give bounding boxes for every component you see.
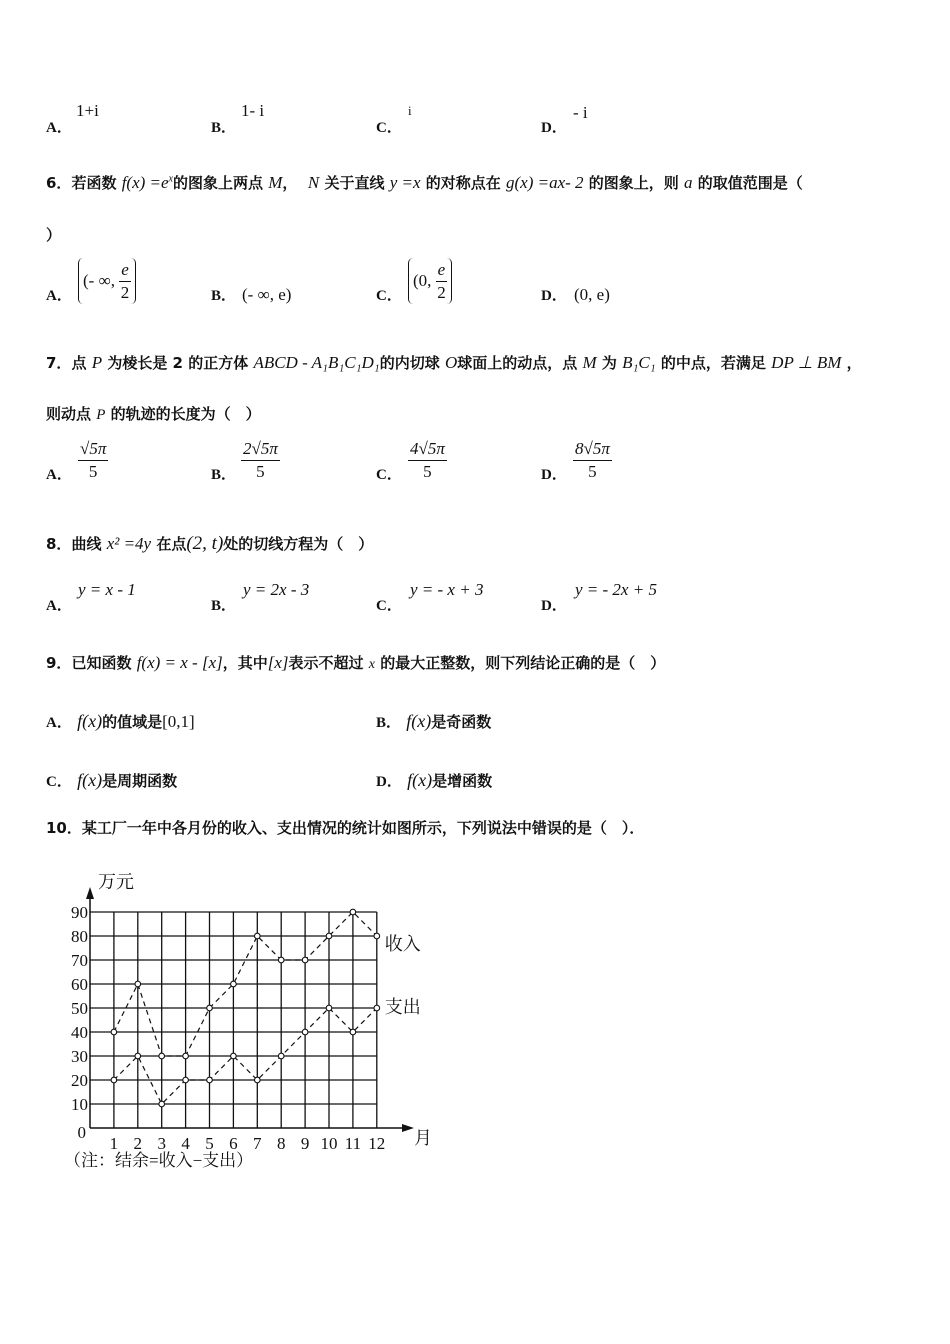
chart-note: （注：结余=收入−支出） <box>64 1151 254 1170</box>
q6-math-a: a <box>684 173 693 192</box>
data-point <box>111 1077 117 1083</box>
q7-text-4: 球面上的动点，点 <box>457 354 578 372</box>
y-tick-label: 20 <box>71 1071 88 1090</box>
q6-option-a-pre: (- ∞, <box>83 271 115 290</box>
y-tick-label: 50 <box>71 999 88 1018</box>
q5-option-d-value: - i <box>573 103 588 122</box>
q5-option-b-label: B． <box>211 120 237 136</box>
q9-option-a-text: 的值域是 <box>102 713 163 731</box>
q8-number: 8． <box>46 535 72 553</box>
q9-math-bracket: [x] <box>267 653 289 672</box>
data-point <box>326 1005 332 1011</box>
data-point <box>135 1053 141 1059</box>
q6-option-d-value: (0, e) <box>574 285 610 304</box>
q7-option-d-den: 5 <box>588 462 597 481</box>
q8-option-c-value: y = - x + 3 <box>410 580 484 599</box>
q6-option-c-pre: (0, <box>413 271 432 290</box>
q6-option-a-label: A． <box>46 288 72 304</box>
q6-text-1: 若函数 <box>71 174 117 192</box>
q7-option-a-num: √5π <box>78 438 108 461</box>
data-point <box>302 957 308 963</box>
q8-option-a-value: y = x - 1 <box>78 580 136 599</box>
q7-option-a-den: 5 <box>88 462 98 481</box>
q7-text-5: 为 <box>601 354 617 372</box>
x-axis-title: 月 <box>414 1128 432 1148</box>
q8-text-3: 处的切线方程为（ ） <box>223 535 374 553</box>
q9-text-2: ，其中 <box>222 654 268 672</box>
q6-option-c-num: e <box>436 259 448 282</box>
q5-option-a-label: A． <box>46 120 72 136</box>
q7-option-d-label: D． <box>541 467 567 483</box>
data-point <box>207 1077 213 1083</box>
q7-line2-math: P <box>96 407 106 423</box>
q9-option-d-text: 是增函数 <box>432 772 493 790</box>
q6-option-b-label: B． <box>211 288 237 304</box>
y-tick-label: 40 <box>71 1023 88 1042</box>
q9-option-c-text: 是周期函数 <box>102 772 178 790</box>
data-point <box>183 1053 189 1059</box>
q7-line2-pre: 则动点 <box>46 405 92 423</box>
y-tick-label: 10 <box>71 1095 88 1114</box>
q6-option-a-num: e <box>119 259 131 282</box>
q9-option-a-range: [0,1] <box>162 712 195 731</box>
q7-math-o: O <box>444 353 458 372</box>
x-tick-label: 9 <box>300 1134 310 1153</box>
q6-close-paren: ） <box>46 226 62 244</box>
x-tick-label: 5 <box>205 1134 214 1153</box>
data-point <box>302 1029 308 1035</box>
q6-math-f-base: f(x) =e <box>121 173 169 192</box>
data-point <box>159 1053 165 1059</box>
series-label: 收入 <box>384 934 421 954</box>
y-tick-label: 30 <box>71 1047 88 1066</box>
q6-option-b-value: (- ∞, e) <box>242 285 292 304</box>
q8-option-b-value: y = 2x - 3 <box>243 580 310 599</box>
q6-math-f-sup: x <box>168 173 173 185</box>
q7-number: 7． <box>46 354 72 372</box>
q8-text-2: 在点 <box>156 535 187 553</box>
q6-option-a-den: 2 <box>120 282 130 302</box>
x-tick-label: 1 <box>109 1134 119 1153</box>
q7-option-a-label: A． <box>46 467 72 483</box>
q7-math-perp: DP ⊥ BM <box>771 353 842 372</box>
x-tick-label: 7 <box>253 1134 262 1153</box>
q5-option-b-value: 1- i <box>241 101 265 120</box>
y-tick-label: 60 <box>71 975 88 994</box>
data-point <box>278 1053 284 1059</box>
q9-option-b-math: f(x) <box>406 711 432 731</box>
x-tick-label: 10 <box>320 1134 338 1153</box>
y-tick-label: 0 <box>77 1123 86 1142</box>
data-point <box>207 1005 213 1011</box>
data-point <box>231 981 237 987</box>
data-point <box>254 933 260 939</box>
q7-math-m: M <box>582 353 597 372</box>
q9-option-b-label: B． <box>376 715 402 731</box>
q7-option-d-num: 8√5π <box>573 438 612 461</box>
q9-math-x: x <box>368 657 375 672</box>
q10-stem: 10．某工厂一年中各月份的收入、支出情况的统计如图所示，下列说法中错误的是（ ）． <box>46 819 645 837</box>
data-point <box>159 1101 165 1107</box>
data-point <box>231 1053 237 1059</box>
q7-text-6: 的中点，若满足 <box>660 354 766 372</box>
q5-option-c-value: i <box>408 103 412 118</box>
x-tick-label: 12 <box>368 1134 386 1153</box>
q6-text-6: 的图象上，则 <box>588 174 679 192</box>
q6-text-5: 的对称点在 <box>425 174 501 192</box>
q8-text-1: 曲线 <box>71 535 102 553</box>
q8-option-b-label: B． <box>211 598 237 614</box>
q7-text-1: 点 <box>71 354 87 372</box>
q9-option-a-label: A． <box>46 715 72 731</box>
q6-option-d-label: D． <box>541 288 567 304</box>
q7-text-3: 的内切球 <box>379 354 440 372</box>
data-point <box>135 981 141 987</box>
q5-option-d-label: D． <box>541 120 567 136</box>
q6-number: 6． <box>46 174 72 192</box>
q6-text-3: ， <box>282 174 298 192</box>
data-point <box>350 909 356 915</box>
y-tick-label: 80 <box>71 927 88 946</box>
q7-math-b1c1: B₁C₁ <box>622 353 656 372</box>
q7-option-c-num: 4√5π <box>408 438 447 461</box>
q6-text-2: 的图象上两点 <box>173 174 264 192</box>
q7-option-c-label: C． <box>376 467 402 483</box>
data-point <box>278 957 284 963</box>
data-point <box>111 1029 117 1035</box>
q9-option-a-math: f(x) <box>77 711 103 731</box>
q6-math-m: M <box>268 173 283 192</box>
y-axis-arrow <box>86 887 94 899</box>
q7-math-p: P <box>91 353 103 372</box>
q7-text-7: ， <box>846 354 862 372</box>
q6-text-7: 的取值范围是（ <box>697 174 803 192</box>
q5-option-a-value: 1+i <box>76 101 99 120</box>
q7-option-b-num: 2√5π <box>241 438 280 461</box>
q6-math-line: y =x <box>389 173 421 192</box>
q6-text-4: 关于直线 <box>324 174 385 192</box>
q9-option-b-text: 是奇函数 <box>431 713 492 731</box>
q9-math-f: f(x) = x - [x] <box>136 653 223 672</box>
q8-option-a-label: A． <box>46 598 72 614</box>
q9-text-4: 的最大正整数，则下列结论正确的是（ ） <box>380 654 666 672</box>
q9-option-c-label: C． <box>46 774 72 790</box>
x-tick-label: 2 <box>133 1134 143 1153</box>
data-point <box>183 1077 189 1083</box>
chart-grid <box>90 912 377 1128</box>
y-tick-label: 70 <box>71 951 88 970</box>
q9-text-3: 表示不超过 <box>288 654 364 672</box>
data-point <box>326 933 332 939</box>
q9-option-c-math: f(x) <box>77 770 103 790</box>
q8-option-c-label: C． <box>376 598 402 614</box>
q8-option-d-label: D． <box>541 598 567 614</box>
data-point <box>254 1077 260 1083</box>
y-tick-label: 90 <box>71 903 88 922</box>
q6-math-n: N <box>307 173 320 192</box>
q6-math-g: g(x) =ax- 2 <box>506 173 584 192</box>
x-tick-label: 8 <box>276 1134 286 1153</box>
q9-number: 9． <box>46 654 72 672</box>
y-axis-title: 万元 <box>98 872 134 892</box>
data-point <box>350 1029 356 1035</box>
q9-option-d-label: D． <box>376 774 402 790</box>
series-label: 支出 <box>384 997 421 1017</box>
q8-option-d-value: y = - 2x + 5 <box>575 580 657 599</box>
q8-math-curve: x² =4y <box>106 534 152 553</box>
q7-text-2: 为棱长是 2 的正方体 <box>107 354 249 372</box>
q7-option-c-den: 5 <box>423 462 432 481</box>
x-axis-arrow <box>402 1124 414 1132</box>
q8-math-point: (2, t) <box>186 533 224 554</box>
x-tick-label: 11 <box>344 1134 362 1153</box>
data-point <box>374 933 380 939</box>
q5-option-c-label: C． <box>376 120 402 136</box>
q9-option-d-math: f(x) <box>407 770 433 790</box>
x-tick-label: 3 <box>157 1134 166 1153</box>
q7-line2-post: 的轨迹的长度为（ ） <box>110 405 261 423</box>
q6-option-c-label: C． <box>376 288 402 304</box>
q9-text-1: 已知函数 <box>71 654 132 672</box>
data-point <box>374 1005 380 1011</box>
q7-math-cube: ABCD - A₁B₁C₁D₁ <box>253 353 380 372</box>
q6-option-c-den: 2 <box>437 282 446 302</box>
x-tick-label: 6 <box>229 1134 238 1153</box>
q7-option-b-label: B． <box>211 467 237 483</box>
x-tick-label: 4 <box>181 1134 190 1153</box>
q7-option-b-den: 5 <box>256 462 265 481</box>
